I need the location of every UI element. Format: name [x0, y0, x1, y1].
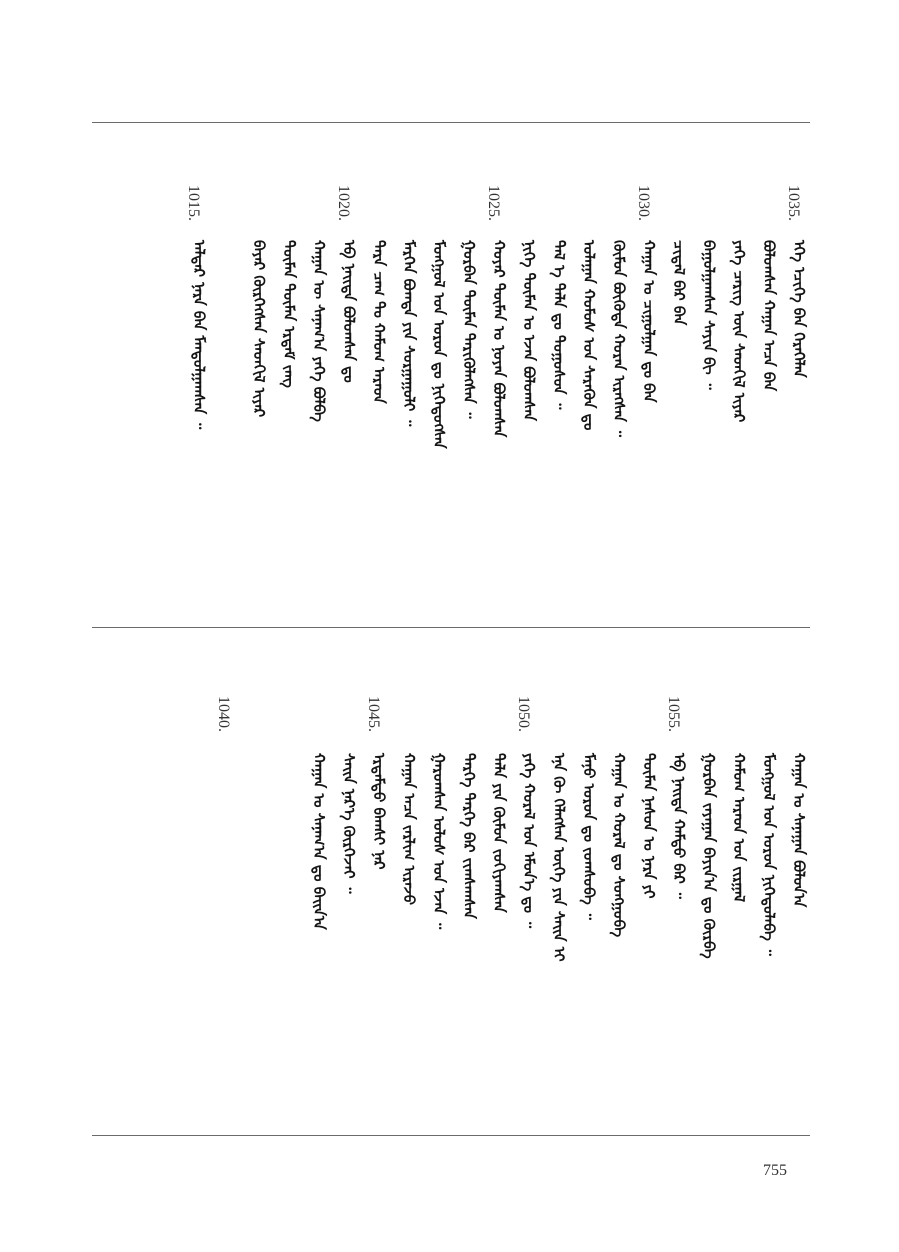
verse-line: ᠲᠡᠷᠭᠡ ᠲᠡᠷᠭᠡ ᠪᠠᠷ ᠵᠢᠭᠰᠠᠭᠰᠠᠨ	[460, 753, 478, 919]
verse-line: ᠬᠠᠭᠠᠨ ᠠᠴᠠ ᠵᠠᠷᠯᠢᠭ ᠢᠷᠡᠵᠦ	[400, 753, 418, 906]
verse-line: ᠲᠦᠮᠡᠨ ᠲᠦᠮᠡᠨ ᠡᠷᠳᠡᠮ ᠵᠠᠩ	[280, 240, 298, 388]
line-number: 1040.	[215, 696, 232, 732]
verse-line: ᠬᠠᠭᠠᠨ ᠤ ᠰᠠᠨᠠᠭᠠᠨ ᠪᠣᠯᠤᠨ᠎ᠠ	[790, 753, 808, 908]
verse-line: ᠬᠦᠮᠦᠨ ᠪᠦᠭᠦᠳᠡ ᠬᠤᠷᠠᠨ ᠢᠷᠡᠭᠰᠡᠨ ᠃	[610, 240, 628, 437]
verse-line: ᠪᠠᠶᠠᠷ ᠬᠦᠷᠭᠡᠭᠰᠡᠨ ᠰᠡᠳᠬᠢᠯ ᠢᠶᠡᠷ	[250, 240, 268, 418]
verse-line: ᠡᠪ ᠨᠡᠢᠲᠡ ᠪᠣᠯᠤᠭᠰᠠᠨ ᠳᠤ	[340, 240, 358, 383]
verse-line: ᠶᠡᠬᠡ ᠴᠡᠷᠢᠭ ᠦᠨ ᠰᠡᠳᠭᠢᠯ ᠢᠶᠡᠷ	[730, 240, 748, 423]
verse-line: ᠬᠠᠭᠠᠨ ᠤ ᠰᠠᠨᠠᠭ᠎ᠠ ᠳᠤ ᠪᠠᠢᠨ᠎ᠠ	[310, 753, 328, 930]
verse-line: ᠮᠡᠷᠭᠡᠨ ᠪᠣᠭᠳᠠ ᠶᠢᠨ ᠰᠤᠷᠭᠠᠭᠤᠯᠢ ᠃	[400, 240, 418, 427]
verse-line: ᠲᠠᠯᠠ ᠶᠢᠨ ᠬᠦᠮᠦᠨ ᠵᠣᠬᠢᠶᠠᠭᠰᠠᠨ	[490, 753, 508, 913]
verse-line: ᠠᠯᠳᠠᠷ ᠨᠡᠷᠡ ᠪᠡᠨ ᠮᠠᠨᠳᠤᠯᠭᠠᠭᠰᠠᠨ ᠃	[190, 240, 208, 430]
line-number: 1020.	[335, 185, 352, 221]
verse-line: ᠡᠨᠡ ᠬᠦ ᠬᠡᠯᠡᠭᠰᠡᠨ ᠦᠭᠡ ᠶᠢᠨ ᠰᠠᠢᠨ ᠢ	[550, 753, 568, 962]
verse-line: ᠰᠠᠢᠨ ᠨᠡᠷ᠎ᠡ ᠬᠦᠷᠭᠡᠵᠡᠢ ᠃	[340, 753, 358, 894]
bottom-verse-block	[0, 627, 899, 1135]
verse-line: ᠬᠠᠭᠠᠨ ᠤ ᠴᠢᠭᠤᠯᠭᠠᠨ ᠳᠤ ᠪᠠᠨ	[640, 240, 658, 403]
verse-line: ᠬᠠᠭᠠᠨ ᠤ ᠬᠤᠷᠠᠯ ᠳᠤ ᠰᠣᠩᠭᠣᠪᠠ	[610, 753, 628, 938]
line-number: 1015.	[185, 185, 202, 221]
page-number: 755	[763, 1162, 787, 1179]
line-number: 1025.	[485, 185, 502, 221]
verse-line: ᠭᠤᠷᠪᠠᠨ ᠲᠦᠮᠡᠨ ᠲᠡᠷᠢᠭᠦᠯᠡᠭᠰᠡᠨ ᠃	[460, 240, 478, 419]
verse-line: ᠮᠣᠩᠭᠣᠯ ᠤᠨ ᠣᠷᠤᠨ ᠨᠢᠭᠡᠳᠦᠯᠡᠪᠡ ᠃	[760, 753, 778, 956]
verse-line: ᠬᠣᠶᠠᠷ ᠲᠦᠮᠡᠨ ᠤ ᠨᠣᠶᠠᠨ ᠪᠣᠯᠤᠭᠰᠠᠨ	[490, 240, 508, 438]
verse-line: ᠨᠢᠭᠡ ᠲᠦᠮᠡᠨ ᠤ ᠡᠵᠡᠨ ᠪᠣᠯᠤᠭᠰᠠᠨ	[520, 240, 538, 421]
verse-line: ᠮᠣᠩᠭᠣᠯ ᠤᠨ ᠣᠷᠤᠨ ᠳᠤ ᠨᠢᠭᠡᠳᠦᠭᠰᠡᠨ	[430, 240, 448, 449]
verse-line: ᠶᠡᠬᠡ ᠬᠤᠷᠠᠯ ᠤᠨ ᠡᠮᠦᠨ᠎ᠡ ᠳᠤ ᠃	[520, 753, 538, 929]
verse-line: ᠡᠬᠡ ᠡᠴᠢᠭᠡ ᠪᠡᠨ ᠭᠡᠷᠡᠭᠡᠯᠡᠨ	[790, 240, 808, 378]
verse-line: ᠴᠢᠳᠠᠯ ᠪᠠᠷ ᠪᠠᠨ	[670, 240, 688, 326]
verse-line: ᠲᠠᠯ ᠡ ᠲᠠᠯᠠ ᠳᠤ ᠲᠣᠭᠤᠰᠤᠨ ᠃	[550, 240, 568, 410]
verse-line: ᠬᠠᠮᠤᠭ ᠠᠷᠠᠳ ᠤᠨ ᠵᠢᠷᠭᠠᠯ	[730, 753, 748, 903]
verse-line: ᠭᠠᠷᠤᠭᠰᠠᠨ ᠤᠯᠤᠰ ᠤᠨ ᠡᠵᠡᠨ ᠃	[430, 753, 448, 930]
verse-line: ᠲᠦᠮᠡᠨ ᠨᠠᠰᠤᠨ ᠤ ᠨᠡᠷᠡ ᠶᠢ	[640, 753, 658, 899]
verse-line: ᠲᠡᠷᠡ ᠴᠠᠭ ᠲᠤ ᠬᠠᠮᠤᠭ ᠠᠷᠠᠳ	[370, 240, 388, 404]
verse-line: ᠪᠣᠯᠤᠭᠰᠠᠨ ᠬᠠᠭᠠᠨ ᠠᠴᠠ ᠪᠡᠨ	[760, 240, 778, 392]
verse-line: ᠡᠷᠳᠡᠮᠲᠦ ᠪᠠᠭᠰᠢ ᠨᠠᠷ	[370, 753, 388, 870]
verse-line: ᠮᠠᠨᠤ ᠣᠷᠤᠨ ᠳᠤ ᠵᠣᠭᠰᠤᠪᠠ ᠃	[580, 753, 598, 920]
verse-line: ᠪᠠᠭᠤᠯᠭᠠᠭᠰᠠᠨ ᠰᠠᠶᠢᠨ ᠪᠢ ᠃	[700, 240, 718, 390]
verse-line: ᠡᠪ ᠨᠡᠢᠲᠡ ᠬᠠᠮᠲᠤ ᠪᠠᠷ ᠃	[670, 753, 688, 899]
verse-line: ᠭᠤᠷᠪᠠᠨ ᠵᠠᠶᠠᠭᠠᠨ ᠪᠠᠶᠢᠨ᠎ᠠ ᠳᠤ ᠬᠦᠷᠪᠡ	[700, 753, 718, 959]
line-number: 1050.	[515, 696, 532, 732]
line-number: 1030.	[635, 185, 652, 221]
line-number: 1045.	[365, 696, 382, 732]
verse-line: ᠤᠯᠠᠭᠠᠨ ᠬᠤᠮᠤᠰ ᠤᠨ ᠰᠡᠷᠡᠭᠦᠨ ᠳᠤ	[580, 240, 598, 431]
bottom-rule	[92, 1135, 810, 1136]
line-number: 1035.	[785, 185, 802, 221]
verse-line: ᠬᠠᠭᠠᠨ ᠦ ᠰᠠᠨᠠᠭ᠎ᠠ ᠶᠡᠬᠡ ᠪᠣᠯᠪᠠ	[310, 240, 328, 422]
line-number: 1055.	[665, 696, 682, 732]
